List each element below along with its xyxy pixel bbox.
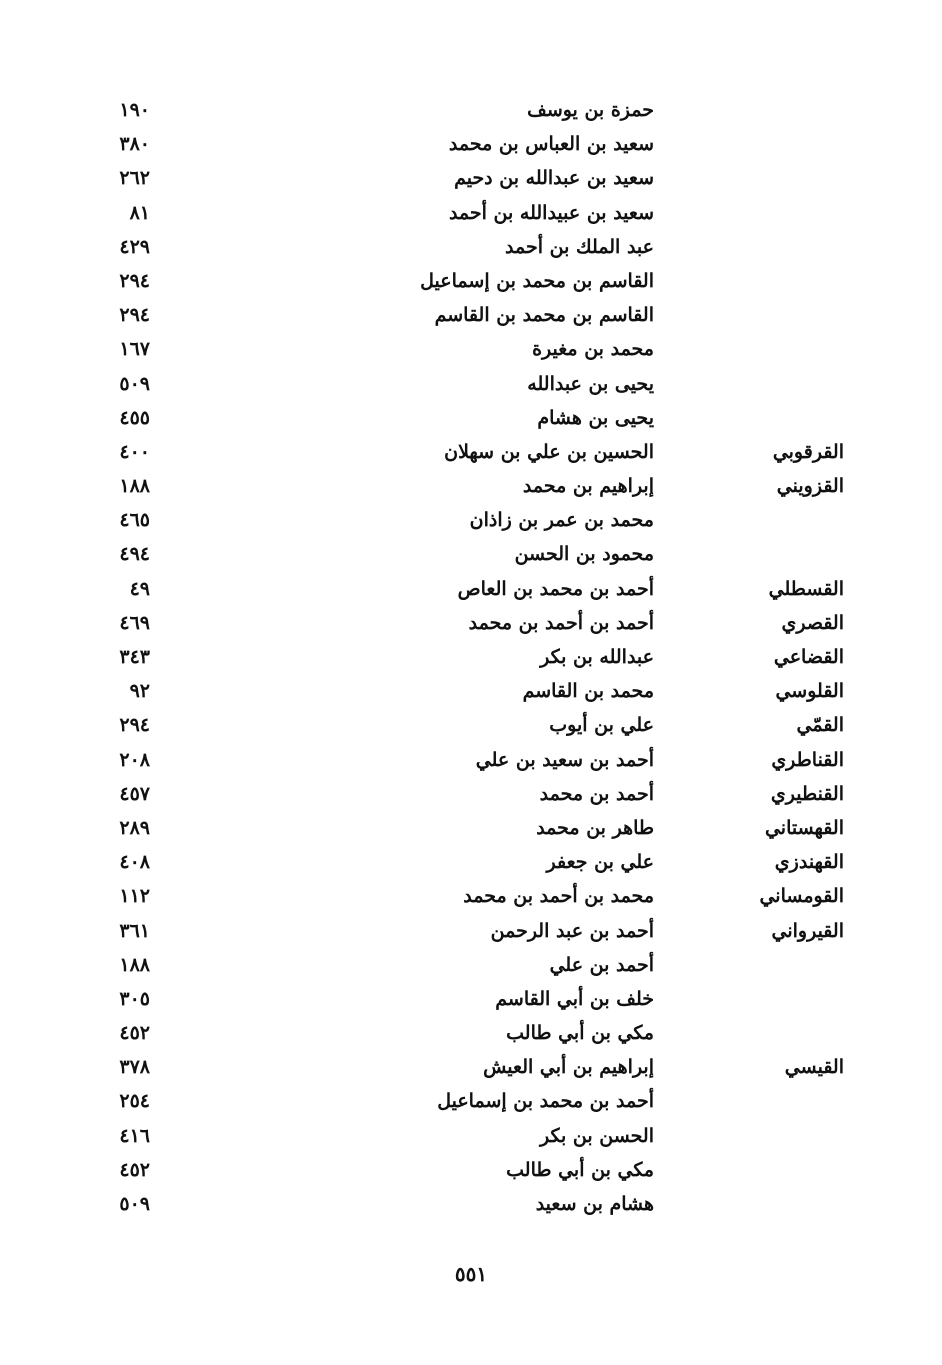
index-entry [0, 435, 942, 469]
index-entry [0, 196, 942, 230]
person-name: أحمد بن محمد بن إسماعيل [437, 1090, 654, 1113]
index-entry [0, 1187, 942, 1221]
person-name: سعيد بن عبدالله بن دحيم [454, 167, 654, 190]
nisba-label: القومساني [759, 885, 844, 908]
page-reference: ٤١٦ [119, 1124, 150, 1147]
page-reference: ١٨٨ [119, 475, 150, 498]
index-entry [0, 1084, 942, 1118]
page-reference: ١١٢ [119, 885, 150, 908]
index-entry [0, 298, 942, 332]
page-reference: ٢٩٤ [119, 714, 150, 737]
page-reference: ٢٦٢ [119, 167, 150, 190]
index-entry [0, 982, 942, 1016]
person-name: أحمد بن عبد الرحمن [490, 919, 654, 942]
index-entry [0, 674, 942, 708]
index-entries [0, 93, 942, 1221]
index-entry [0, 606, 942, 640]
index-entry [0, 1016, 942, 1050]
nisba-label: القسطلي [768, 577, 844, 600]
page-reference: ٤٥٧ [119, 782, 150, 805]
page-reference: ١٩٠ [119, 99, 150, 121]
page-reference: ٣٠٥ [119, 987, 150, 1010]
person-name: مكي بن أبي طالب [506, 1022, 654, 1045]
nisba-label: القمّي [796, 714, 844, 737]
person-name: إبراهيم بن أبي العيش [483, 1056, 654, 1079]
nisba-label: القهندزي [774, 851, 844, 874]
person-name: أحمد بن سعيد بن علي [475, 748, 654, 771]
index-entry [0, 230, 942, 264]
page-reference: ٢٩٤ [119, 304, 150, 327]
page-reference: ٤٠٠ [119, 440, 150, 463]
nisba-label: القنطيري [770, 782, 844, 805]
index-entry [0, 127, 942, 161]
person-name: سعيد بن العباس بن محمد [448, 133, 654, 156]
person-name: أحمد بن محمد بن العاص [457, 577, 654, 600]
page-reference: ٣٤٣ [119, 646, 150, 668]
person-name: محمد بن القاسم [522, 680, 654, 703]
page-reference: ٢٨٩ [119, 816, 150, 839]
page-reference: ٥٠٩ [119, 372, 150, 395]
person-name: محمد بن عمر بن زاذان [469, 509, 654, 532]
index-entry [0, 845, 942, 879]
page-reference: ٣٨٠ [119, 133, 150, 156]
person-name: القاسم بن محمد بن القاسم [434, 304, 654, 327]
person-name: أحمد بن علي [549, 953, 654, 976]
person-name: خلف بن أبي القاسم [495, 987, 654, 1010]
nisba-label: القزويني [776, 475, 844, 498]
index-entry [0, 879, 942, 913]
person-name: هشام بن سعيد [535, 1193, 654, 1215]
page-reference: ٤٩٤ [119, 543, 150, 566]
page-reference: ٢٥٤ [119, 1090, 150, 1113]
page-reference: ٤٢٩ [119, 235, 150, 258]
page-reference: ٤٥٢ [119, 1022, 150, 1045]
page-reference: ١٨٨ [119, 953, 150, 976]
index-entry [0, 572, 942, 606]
page-reference: ٤٩ [129, 577, 150, 600]
person-name: محمد بن مغيرة [532, 338, 654, 361]
page-reference: ٣٧٨ [119, 1056, 150, 1079]
page-reference: ٥٠٩ [119, 1193, 150, 1215]
page-reference: ٤٠٨ [119, 851, 150, 874]
index-entry [0, 264, 942, 298]
person-name: أحمد بن أحمد بن محمد [468, 611, 654, 634]
page-reference: ٤٥٢ [119, 1158, 150, 1181]
index-entry [0, 401, 942, 435]
index-entry [0, 469, 942, 503]
nisba-label: القيسي [784, 1056, 844, 1079]
index-entry [0, 161, 942, 195]
page-reference: ٢٠٨ [119, 748, 150, 771]
index-entry [0, 1119, 942, 1153]
person-name: عبد الملك بن أحمد [505, 235, 654, 258]
page-reference: ٤٥٥ [119, 406, 150, 429]
index-entry [0, 708, 942, 742]
person-name: إبراهيم بن محمد [522, 475, 654, 498]
person-name: يحيى بن عبدالله [527, 372, 654, 395]
nisba-label: القناطري [771, 748, 844, 771]
page-reference: ٨١ [129, 201, 150, 224]
nisba-label: القيرواني [771, 919, 844, 942]
person-name: عبدالله بن بكر [540, 646, 654, 668]
index-entry [0, 367, 942, 401]
page-reference: ٣٦١ [119, 919, 150, 942]
index-entry [0, 503, 942, 537]
index-entry [0, 811, 942, 845]
person-name: طاهر بن محمد [536, 816, 654, 839]
index-entry [0, 332, 942, 366]
person-name: سعيد بن عبيدالله بن أحمد [448, 201, 654, 224]
page-reference: ٢٩٤ [119, 269, 150, 292]
nisba-label: القهستاني [764, 816, 844, 839]
index-entry [0, 777, 942, 811]
page-reference: ٩٢ [129, 680, 150, 703]
person-name: يحيى بن هشام [537, 406, 654, 429]
person-name: محمود بن الحسن [514, 543, 654, 566]
index-entry [0, 743, 942, 777]
page-reference: ١٦٧ [119, 338, 150, 361]
index-entry [0, 93, 942, 127]
person-name: أحمد بن محمد [539, 782, 654, 805]
index-entry [0, 914, 942, 948]
person-name: علي بن أيوب [549, 714, 654, 737]
nisba-label: القرقوبي [772, 440, 844, 463]
page-reference: ٤٦٩ [119, 611, 150, 634]
index-entry [0, 948, 942, 982]
person-name: الحسن بن بكر [540, 1124, 654, 1147]
index-entry [0, 640, 942, 674]
page-number: ٥٥١ [454, 1262, 488, 1286]
index-entry [0, 1153, 942, 1187]
person-name: مكي بن أبي طالب [506, 1158, 654, 1181]
person-name: علي بن جعفر [546, 851, 654, 874]
person-name: محمد بن أحمد بن محمد [463, 885, 654, 908]
nisba-label: القلوسي [775, 680, 844, 703]
person-name: الحسين بن علي بن سهلان [444, 440, 654, 463]
page-reference: ٤٦٥ [119, 509, 150, 532]
person-name: حمزة بن يوسف [527, 99, 654, 121]
index-entry [0, 537, 942, 571]
nisba-label: القصري [781, 611, 844, 634]
index-entry [0, 1050, 942, 1084]
nisba-label: القضاعي [773, 646, 844, 668]
person-name: القاسم بن محمد بن إسماعيل [420, 269, 654, 292]
